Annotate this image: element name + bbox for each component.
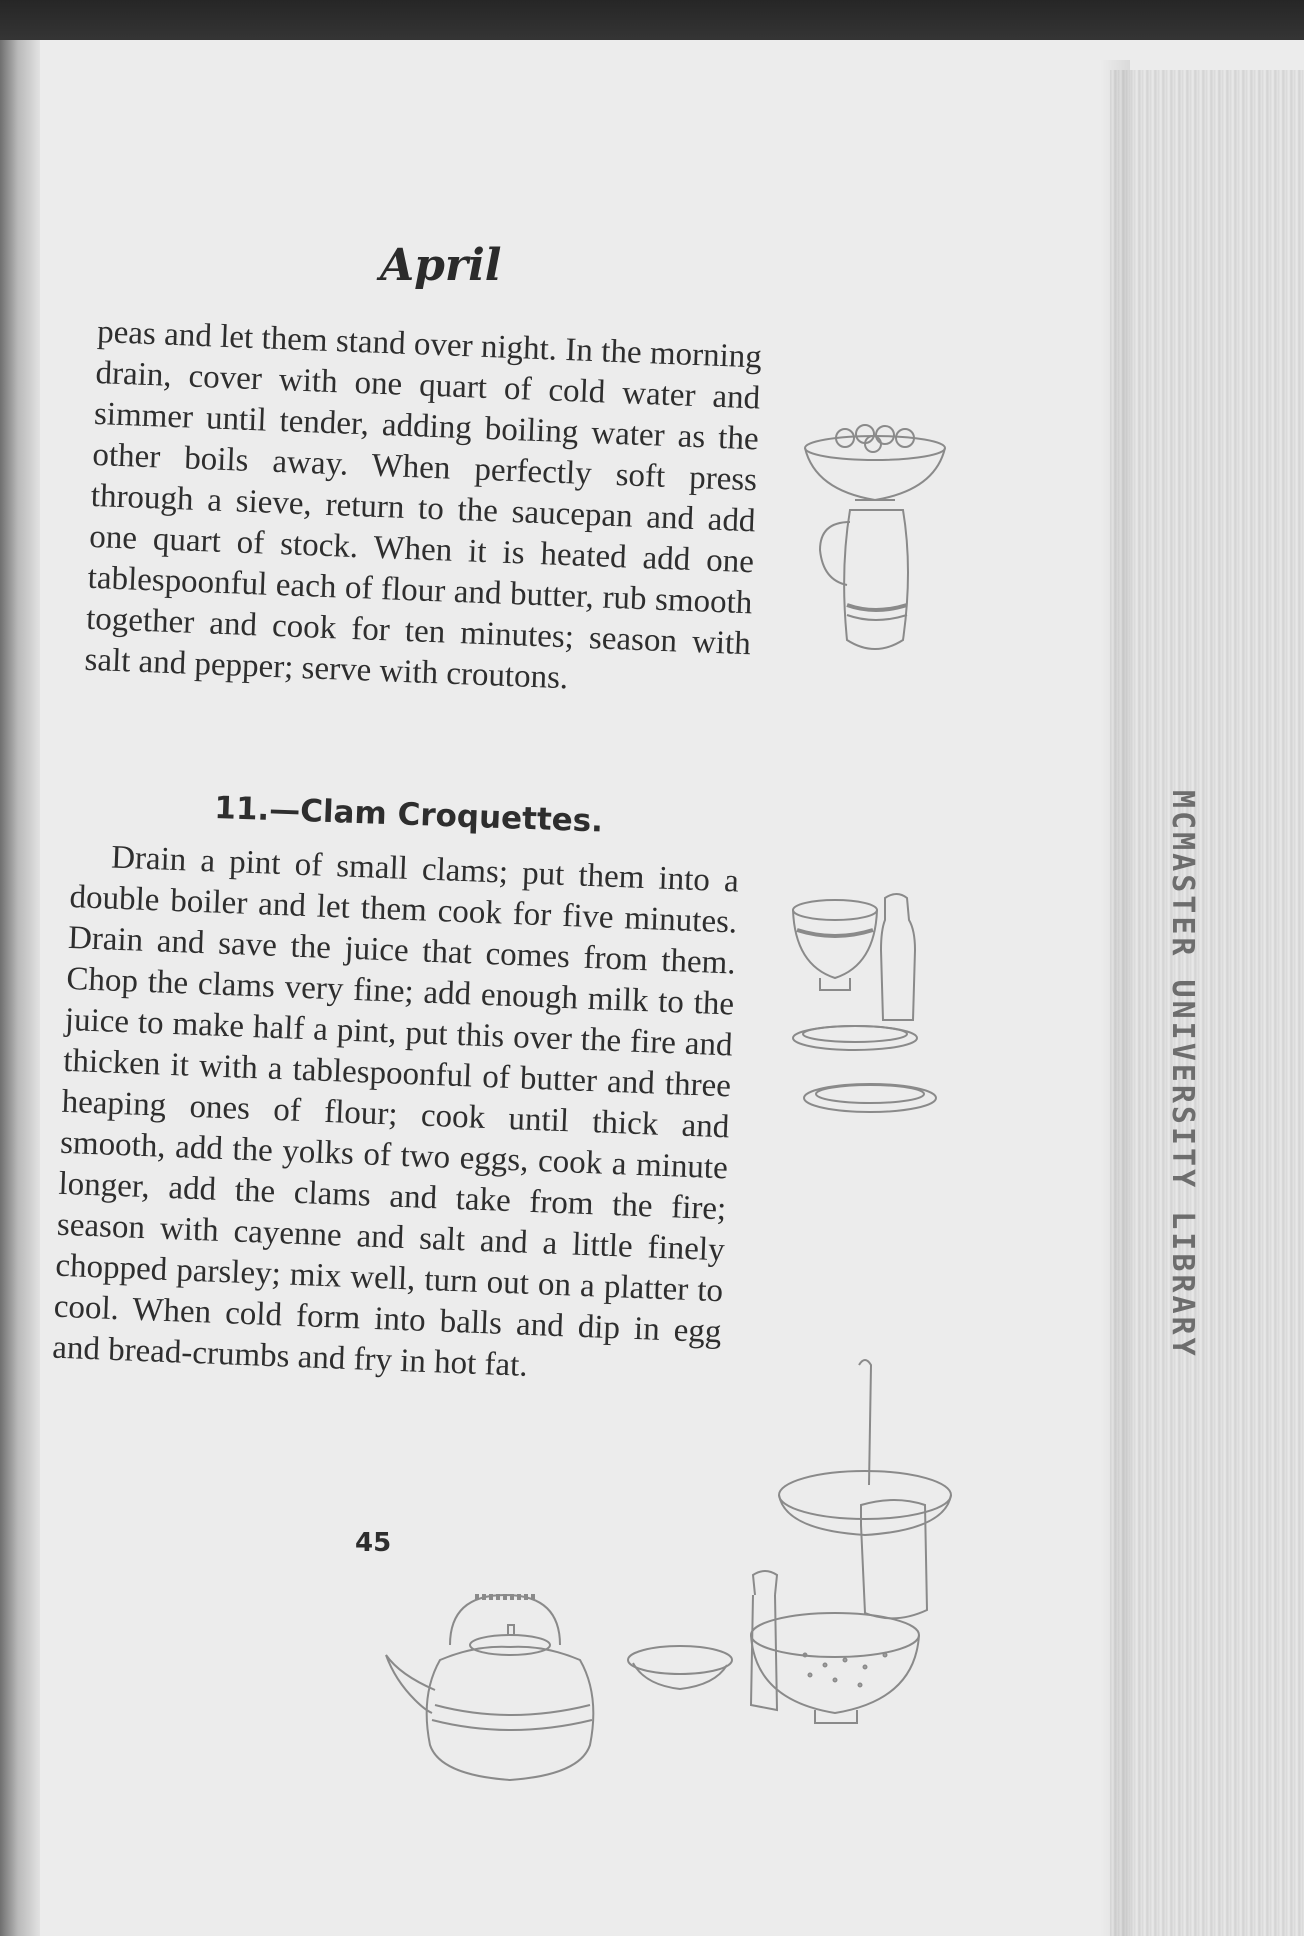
bowl-bottle-plates-illustration — [785, 890, 945, 1130]
paragraph-text: Drain a pint of small clams; put them into a double boiler and let them cook for five minutes. Drain and save the juice that comes from them. Chop the clams very fine; add enough milk to the juice to make half a pint, put this over the fire and thicken it with a tablespoonful of butter and three heaping ones of flour; cook until thick and smooth, add the yolks of two eggs, cook a minute longer, add the clams and take from the fire; season with cayenne and salt and a little finely chopped parsley; mix well, turn out on a platter to cool. When cold form into balls and dip in egg and bread-crumbs and fry in hot fat. — [51, 839, 740, 1384]
running-head: April — [380, 240, 502, 291]
paragraph-text: peas and let them stand over night. In the morning drain, cover with one quart of cold water and simmer until tender, adding boiling water as the other boils away. When perfectly soft press through a sieve, return to the saucepan and add one quart of stock. When it is heated add one tablespoonful each of flour and butter, rub smooth together and cook for ten minutes; season with salt and pepper; serve with croutons. — [83, 313, 763, 697]
recipe-body — [52, 836, 740, 1394]
pan-cup-colander-illustration — [625, 1355, 965, 1735]
paragraph-continued — [84, 312, 763, 706]
bowl-and-pitcher-illustration — [795, 410, 955, 660]
page-edges — [1110, 70, 1304, 1936]
page-number: 45 — [355, 1528, 392, 1558]
kettle-illustration — [380, 1585, 600, 1785]
library-stamp: MCMASTER UNIVERSITY LIBRARY — [1165, 790, 1200, 1359]
page-gutter-shadow — [0, 40, 40, 1936]
page-edges-shadow — [1100, 60, 1130, 1936]
recipe-heading: 11.—Clam Croquettes. — [213, 790, 604, 840]
